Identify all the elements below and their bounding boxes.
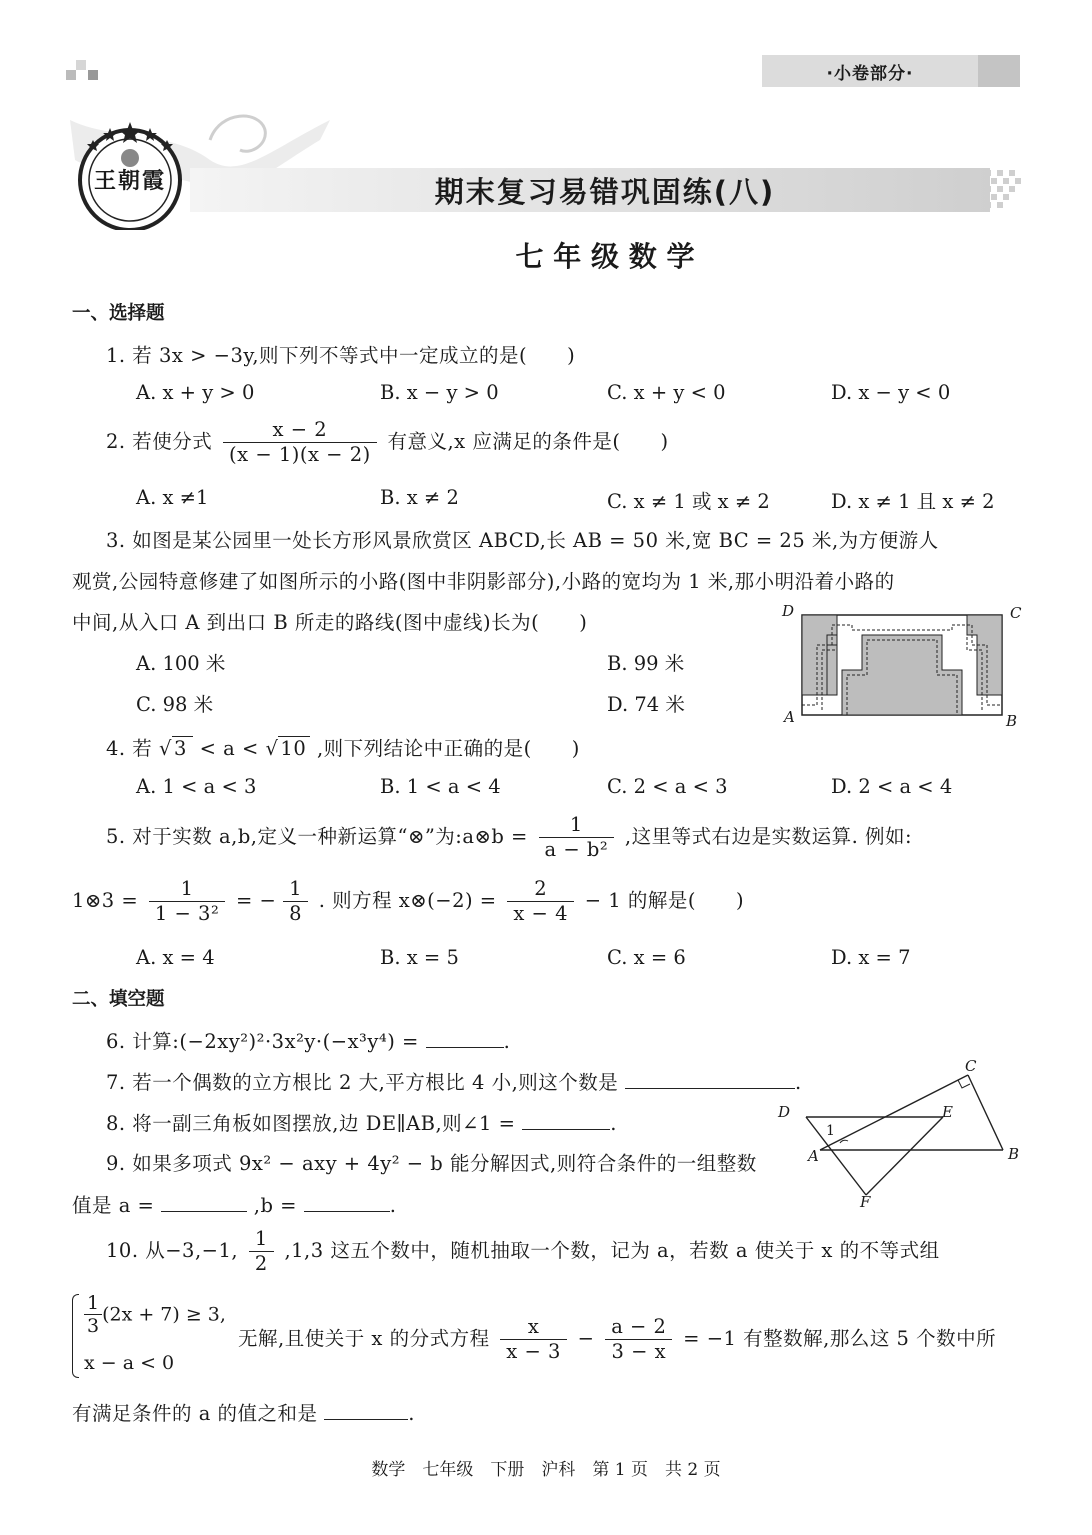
question-1-stem: 1. 若 3x > −3y,则下列不等式中一定成立的是( ) xyxy=(106,344,576,367)
answer-blank[interactable] xyxy=(426,1029,504,1048)
q4-option-c: C. 2 < a < 3 xyxy=(607,775,728,798)
question-6-stem: 6. 计算:(−2xy²)²·3x²y·(−x³y⁴) = . xyxy=(106,1030,511,1053)
answer-blank-a[interactable] xyxy=(161,1193,247,1212)
question-10-line-2: 无解,且使关于 x 的分式方程 $\frac{x}{x - 3}$ − $\frac{a - 2}{3 - x}$ = −1 有整数解,那么这 5 个数中所 xyxy=(238,1315,997,1363)
q4-option-b: B. 1 < a < 4 xyxy=(380,775,501,798)
inequality-system: $\frac{1}{3}$ (2x + 7) ≥ 3, x − a < 0 xyxy=(72,1292,242,1382)
park-path-figure: D C A B xyxy=(782,602,1022,730)
q2-option-c: C. x ≠ 1 或 x ≠ 2 xyxy=(607,490,770,513)
page-footer: 数学 七年级 下册 沪科 第 1 页 共 2 页 xyxy=(371,1460,721,1480)
q5-option-b: B. x = 5 xyxy=(380,946,459,969)
q3-option-a: A. 100 米 xyxy=(136,652,226,675)
question-8-stem: 8. 将一副三角板如图摆放,边 DE∥AB,则∠1 = . xyxy=(106,1112,617,1135)
q3-option-d: D. 74 米 xyxy=(607,693,685,716)
q3-option-c: C. 98 米 xyxy=(136,693,214,716)
q2-option-d: D. x ≠ 1 且 x ≠ 2 xyxy=(831,490,995,513)
question-9-line-2: 值是 a = ,b = . xyxy=(72,1194,397,1217)
page-subtitle: 七 年 级 数 学 xyxy=(515,240,695,273)
q1-option-d: D. x − y < 0 xyxy=(831,381,951,404)
section-heading-fill: 二、填空题 xyxy=(72,989,165,1010)
q1-option-b: B. x − y > 0 xyxy=(380,381,499,404)
question-10-line-3: 有满足条件的 a 的值之和是 . xyxy=(72,1402,415,1425)
answer-blank[interactable] xyxy=(522,1111,610,1130)
question-9-line-1: 9. 如果多项式 9x² − axy + 4y² − b 能分解因式,则符合条件的一组整数 xyxy=(106,1152,757,1175)
section-heading-choice: 一、选择题 xyxy=(72,303,165,324)
sqrt-10: √ 10 xyxy=(265,736,310,760)
q2-option-b: B. x ≠ 2 xyxy=(380,486,459,509)
q5-option-d: D. x = 7 xyxy=(831,946,911,969)
triangle-rulers-figure: D E C A B F 1 xyxy=(778,1057,1020,1211)
q2-option-a: A. x ≠1 xyxy=(136,486,209,509)
answer-blank-b[interactable] xyxy=(304,1193,390,1212)
section-tag: ·小卷部分· xyxy=(762,55,1020,87)
logo-seal: 王朝霞 xyxy=(75,120,185,230)
question-5-line-2: 1⊗3 = $\frac{1}{\text{1 − 3²}}$ = − $\frac{1}{8}$ . 则方程 x⊗(−2) = $\frac{2}{x - 4}$ − 1 的解是( ) xyxy=(72,877,745,925)
q5-option-c: C. x = 6 xyxy=(607,946,686,969)
q1-option-a: A. x + y > 0 xyxy=(136,381,255,404)
question-4-stem: 4. 若 √ 3 < a < √ 10 ,则下列结论中正确的是( ) xyxy=(106,737,580,760)
q3-option-b: B. 99 米 xyxy=(607,652,685,675)
q4-option-a: A. 1 < a < 3 xyxy=(136,775,257,798)
answer-blank[interactable] xyxy=(625,1070,795,1089)
page-title: 期末复习易错巩固练(八) xyxy=(434,175,776,209)
answer-blank[interactable] xyxy=(324,1401,408,1420)
question-10-line-1: 10. 从−3,−1, $\frac{1}{2}$ ,1,3 这五个数中，随机抽取一个数，记为 a，若数 a 使关于 x 的不等式组 xyxy=(106,1227,940,1275)
question-3-line-2: 观赏,公园特意修建了如图所示的小路(图中非阴影部分),小路的宽均为 1 米,那小明沿着小路的 xyxy=(72,570,895,593)
question-3-line-1: 3. 如图是某公园里一处长方形风景欣赏区 ABCD,长 AB = 50 米,宽 BC = 25 米,为方便游人 xyxy=(106,529,939,552)
q1-option-c: C. x + y < 0 xyxy=(607,381,726,404)
corner-squares xyxy=(66,60,106,90)
banner-dots xyxy=(985,168,1025,212)
question-2-stem: 2. 若使分式 $\frac{x - 2}{(x - 1)(x - 2)}$ 有意义,x 应满足的条件是( ) xyxy=(106,418,669,466)
sqrt-3: √ 3 xyxy=(159,736,193,760)
question-3-line-3: 中间,从入口 A 到出口 B 所走的路线(图中虚线)长为( ) xyxy=(72,611,588,634)
question-5-line-1: 5. 对于实数 a,b,定义一种新运算“⊗”为:a⊗b = $\frac{1}{\text{a − b²}}$ ,这里等式右边是实数运算. 例如: xyxy=(106,813,913,861)
q5-option-a: A. x = 4 xyxy=(136,946,215,969)
q4-option-d: D. 2 < a < 4 xyxy=(831,775,953,798)
q2-fraction: $\frac{x - 2}{(x - 1)(x - 2)}$ xyxy=(223,418,377,467)
question-7-stem: 7. 若一个偶数的立方根比 2 大,平方根比 4 小,则这个数是 . xyxy=(106,1071,802,1094)
